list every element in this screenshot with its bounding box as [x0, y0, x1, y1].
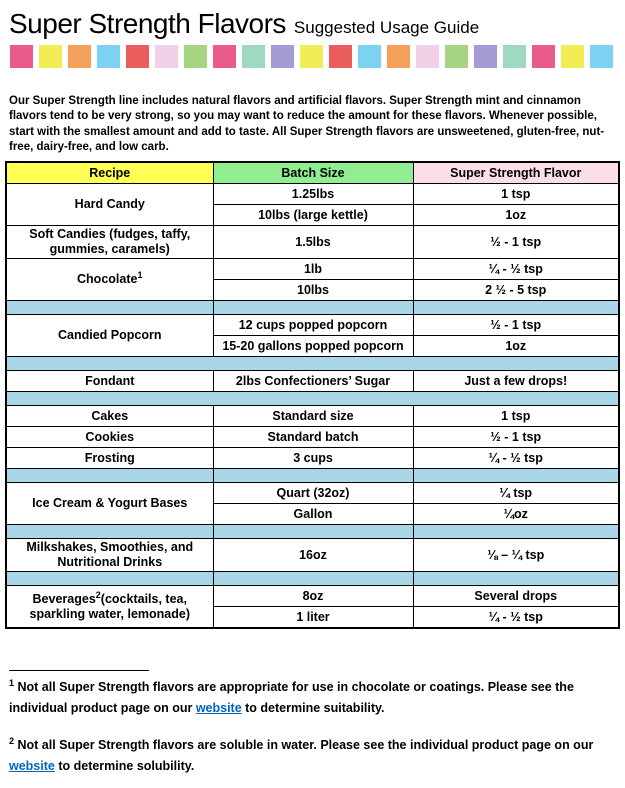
footnote-2-text-end: to determine solubility.: [54, 759, 195, 773]
recipe-cell: Fondant: [6, 371, 213, 392]
table-row: [6, 539, 619, 572]
website-link-2[interactable]: website: [9, 759, 55, 773]
footnote-ref: 2: [95, 589, 101, 600]
batch-size-cell: 12 cups popped popcorn: [213, 315, 413, 336]
spacer-cell: [413, 469, 619, 483]
recipe-cell: Chocolate$^1$: [6, 259, 213, 301]
spacer-cell: [6, 469, 213, 483]
page-title: [9, 8, 479, 40]
flavor-amount-cell: ½ - 1 tsp: [413, 226, 619, 259]
spacer-cell: [213, 525, 413, 539]
table-row: [6, 315, 619, 336]
footnotes-section: [9, 670, 615, 788]
color-swatch: [561, 45, 584, 68]
table-header: [6, 162, 619, 184]
color-swatch: [532, 45, 555, 68]
spacer-cell: [6, 357, 619, 371]
column-header: Batch Size: [213, 162, 413, 184]
color-swatch: [155, 45, 178, 68]
website-link-1[interactable]: website: [195, 701, 242, 715]
batch-size-cell: Gallon: [213, 504, 413, 525]
recipe-cell: Cookies: [6, 427, 213, 448]
flavor-amount-cell: ¼ - ½ tsp: [413, 448, 619, 469]
color-swatch: [213, 45, 236, 68]
batch-size-cell: 10lbs: [213, 280, 413, 301]
footnote-2: [9, 735, 615, 777]
flavor-amount-cell: Just a few drops!: [413, 371, 619, 392]
title-subtitle: Suggested Usage Guide: [293, 18, 480, 37]
batch-size-cell: 1.5lbs: [213, 226, 413, 259]
color-swatch: [271, 45, 294, 68]
table-row: [6, 406, 619, 427]
batch-size-cell: 2lbs Confectioners’ Sugar: [213, 371, 413, 392]
footnote-2-marker: 2: [9, 735, 15, 746]
usage-table: [5, 161, 620, 629]
color-swatch: [10, 45, 33, 68]
footnote-1-marker: 1: [9, 677, 15, 688]
recipe-cell: Beverages$^2$(cocktails, tea, sparkling water, lemonade): [6, 586, 213, 629]
batch-size-cell: 15-20 gallons popped popcorn: [213, 336, 413, 357]
table-row: [6, 259, 619, 280]
flavor-amount-cell: ½ - 1 tsp: [413, 315, 619, 336]
spacer-row: [6, 392, 619, 406]
table-row: [6, 586, 619, 607]
color-swatch: [39, 45, 62, 68]
recipe-cell: Cakes: [6, 406, 213, 427]
color-strip: [10, 45, 613, 68]
footnote-2-text: Not all Super Strength flavors are soluble in water. Please see the individual product page on our: [14, 738, 594, 752]
flavor-amount-cell: ¼ - ½ tsp: [413, 607, 619, 629]
flavor-amount-cell: ¼ tsp: [413, 483, 619, 504]
spacer-cell: [213, 301, 413, 315]
intro-paragraph: Our Super Strength line includes natural flavors and artificial flavors. Super Strength mint and cinnamon flavors tend to be very strong, so you may want to reduce the amount for these flavors. Whenever possible, start with the smallest amount and add to taste. All Super Strength flavors are unsweetened, gluten-free, nut-free, dairy-free, and low carb.: [9, 94, 605, 153]
batch-size-cell: 1.25lbs: [213, 184, 413, 205]
batch-size-cell: 1lb: [213, 259, 413, 280]
table-row: [6, 226, 619, 259]
footnote-1-text: Not all Super Strength flavors are appropriate for use in chocolate or coatings. Please see the individual product page on our: [9, 680, 574, 715]
flavor-amount-cell: ¼oz: [413, 504, 619, 525]
batch-size-cell: Quart (32oz): [213, 483, 413, 504]
footnote-separator: [9, 670, 149, 671]
color-swatch: [329, 45, 352, 68]
color-swatch: [126, 45, 149, 68]
batch-size-cell: Standard batch: [213, 427, 413, 448]
batch-size-cell: 8oz: [213, 586, 413, 607]
color-swatch: [184, 45, 207, 68]
recipe-cell: Ice Cream & Yogurt Bases: [6, 483, 213, 525]
table-row: [6, 448, 619, 469]
table-body: [6, 184, 619, 629]
table-row: [6, 371, 619, 392]
color-swatch: [387, 45, 410, 68]
recipe-cell: Candied Popcorn: [6, 315, 213, 357]
spacer-cell: [413, 572, 619, 586]
flavor-amount-cell: ½ - 1 tsp: [413, 427, 619, 448]
flavor-amount-cell: 2 ½ - 5 tsp: [413, 280, 619, 301]
recipe-cell: Soft Candies (fudges, taffy, gummies, caramels): [6, 226, 213, 259]
spacer-row: [6, 301, 619, 315]
recipe-cell: Hard Candy: [6, 184, 213, 226]
batch-size-cell: Standard size: [213, 406, 413, 427]
footnote-1: [9, 677, 615, 719]
batch-size-cell: 10lbs (large kettle): [213, 205, 413, 226]
batch-size-cell: 3 cups: [213, 448, 413, 469]
color-swatch: [68, 45, 91, 68]
table-row: [6, 184, 619, 205]
spacer-row: [6, 572, 619, 586]
color-swatch: [358, 45, 381, 68]
footnote-1-text-end: to determine suitability.: [241, 701, 385, 715]
flavor-amount-cell: ¼ - ½ tsp: [413, 259, 619, 280]
spacer-cell: [213, 469, 413, 483]
title-main: Super Strength Flavors: [9, 8, 286, 39]
flavor-amount-cell: Several drops: [413, 586, 619, 607]
batch-size-cell: 1 liter: [213, 607, 413, 629]
flavor-amount-cell: 1 tsp: [413, 406, 619, 427]
spacer-cell: [213, 572, 413, 586]
spacer-cell: [6, 301, 213, 315]
color-swatch: [474, 45, 497, 68]
spacer-cell: [413, 301, 619, 315]
color-swatch: [416, 45, 439, 68]
spacer-row: [6, 525, 619, 539]
color-swatch: [445, 45, 468, 68]
color-swatch: [242, 45, 265, 68]
flavor-amount-cell: 1oz: [413, 336, 619, 357]
footnote-ref: 1: [137, 269, 143, 280]
color-swatch: [97, 45, 120, 68]
color-swatch: [503, 45, 526, 68]
flavor-amount-cell: ⅛ – ¼ tsp: [413, 539, 619, 572]
column-header: Super Strength Flavor: [413, 162, 619, 184]
color-swatch: [300, 45, 323, 68]
flavor-amount-cell: 1 tsp: [413, 184, 619, 205]
flavor-amount-cell: 1oz: [413, 205, 619, 226]
recipe-cell: Frosting: [6, 448, 213, 469]
spacer-cell: [413, 525, 619, 539]
color-swatch: [590, 45, 613, 68]
spacer-cell: [6, 572, 213, 586]
table-row: [6, 483, 619, 504]
column-header: Recipe: [6, 162, 213, 184]
spacer-cell: [6, 525, 213, 539]
table-row: [6, 427, 619, 448]
spacer-row: [6, 469, 619, 483]
batch-size-cell: 16oz: [213, 539, 413, 572]
recipe-cell: Milkshakes, Smoothies, and Nutritional Drinks: [6, 539, 213, 572]
spacer-row: [6, 357, 619, 371]
spacer-cell: [6, 392, 619, 406]
